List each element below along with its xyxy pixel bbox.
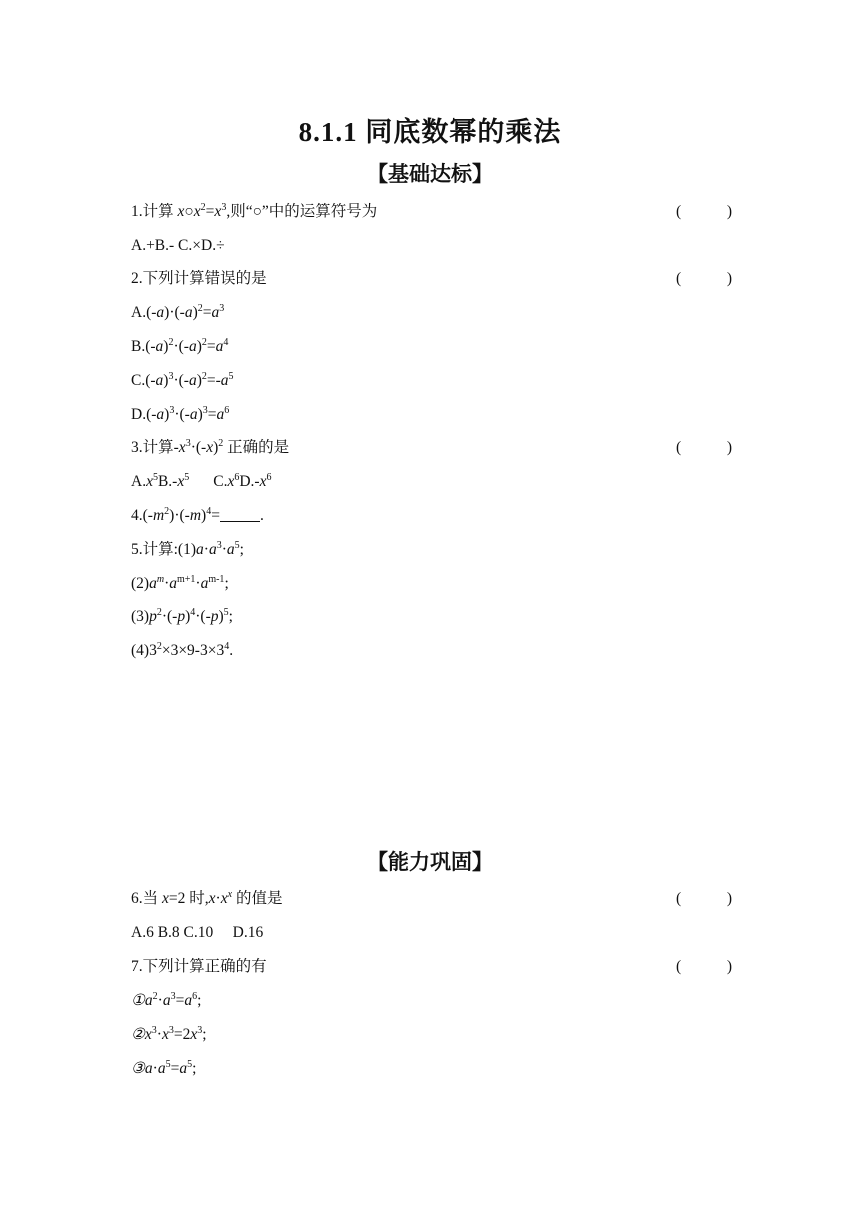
- question-6-options: A.6 B.8 C.10 D.16: [131, 924, 264, 941]
- answer-bracket-7: ( ): [676, 958, 732, 975]
- question-1: 1.计算 $x○x^2=x^3$,则“○”中的运算符号为: [131, 202, 378, 220]
- question-6: 6.当 x=2 时$,x\cdot x^x$ 的值是: [131, 889, 283, 907]
- question-7: 7.下列计算正确的有: [131, 958, 267, 975]
- question-2-option-d: $D.(-a)^3\cdot(-a)^3=a^6$: [131, 405, 230, 423]
- answer-bracket-3: ( ): [676, 439, 732, 456]
- question-5-part-2: $(2)a^m\cdot a^{m+1}\cdot a^{m-1}$;: [131, 574, 229, 592]
- question-7-item-2: $②x^3\cdot x^3=2x^3$;: [131, 1025, 207, 1043]
- section-heading-basic: 【基础达标】: [367, 162, 493, 186]
- question-5-part-4: $(4)3^2\times 3\times 9-3\times 3^4$.: [131, 641, 234, 659]
- question-7-item-1: $①a^2\cdot a^3=a^6$;: [131, 991, 202, 1009]
- question-2-option-b: $B.(-a)^2\cdot(-a)^2=a^4$: [131, 337, 229, 355]
- page-title: 8.1.1 同底数幂的乘法: [298, 117, 562, 147]
- question-1-options: A.+B.- C.×D.÷: [131, 237, 225, 254]
- question-2-option-c: $C.(-a)^3\cdot(-a)^2=-a^5$: [131, 371, 234, 389]
- question-5: 5.计算$:(1)a\cdot a^3\cdot a^5$;: [131, 540, 244, 558]
- question-7-item-3: $③a\cdot a^5=a^5$;: [131, 1059, 197, 1077]
- question-2: 2.下列计算错误的是: [131, 270, 267, 287]
- fill-blank[interactable]: [220, 507, 260, 522]
- answer-bracket-1: ( ): [676, 203, 732, 220]
- question-3-options: $A.x^5B.-x^5$ $C.x^6D.-x^6$: [131, 472, 272, 490]
- answer-bracket-2: ( ): [676, 270, 732, 287]
- answer-bracket-6: ( ): [676, 890, 732, 907]
- question-3: 3.计算$-x^3\cdot(-x)^2$ 正确的是: [131, 438, 290, 456]
- question-4: $4.(-m^2)\cdot(-m)^4=$ .: [131, 506, 264, 524]
- question-2-option-a: $A.(-a)\cdot(-a)^2=a^3$: [131, 303, 225, 321]
- section-heading-ability: 【能力巩固】: [367, 850, 493, 874]
- question-5-part-3: $(3)p^2\cdot(-p)^4\cdot(-p)^5$;: [131, 607, 233, 625]
